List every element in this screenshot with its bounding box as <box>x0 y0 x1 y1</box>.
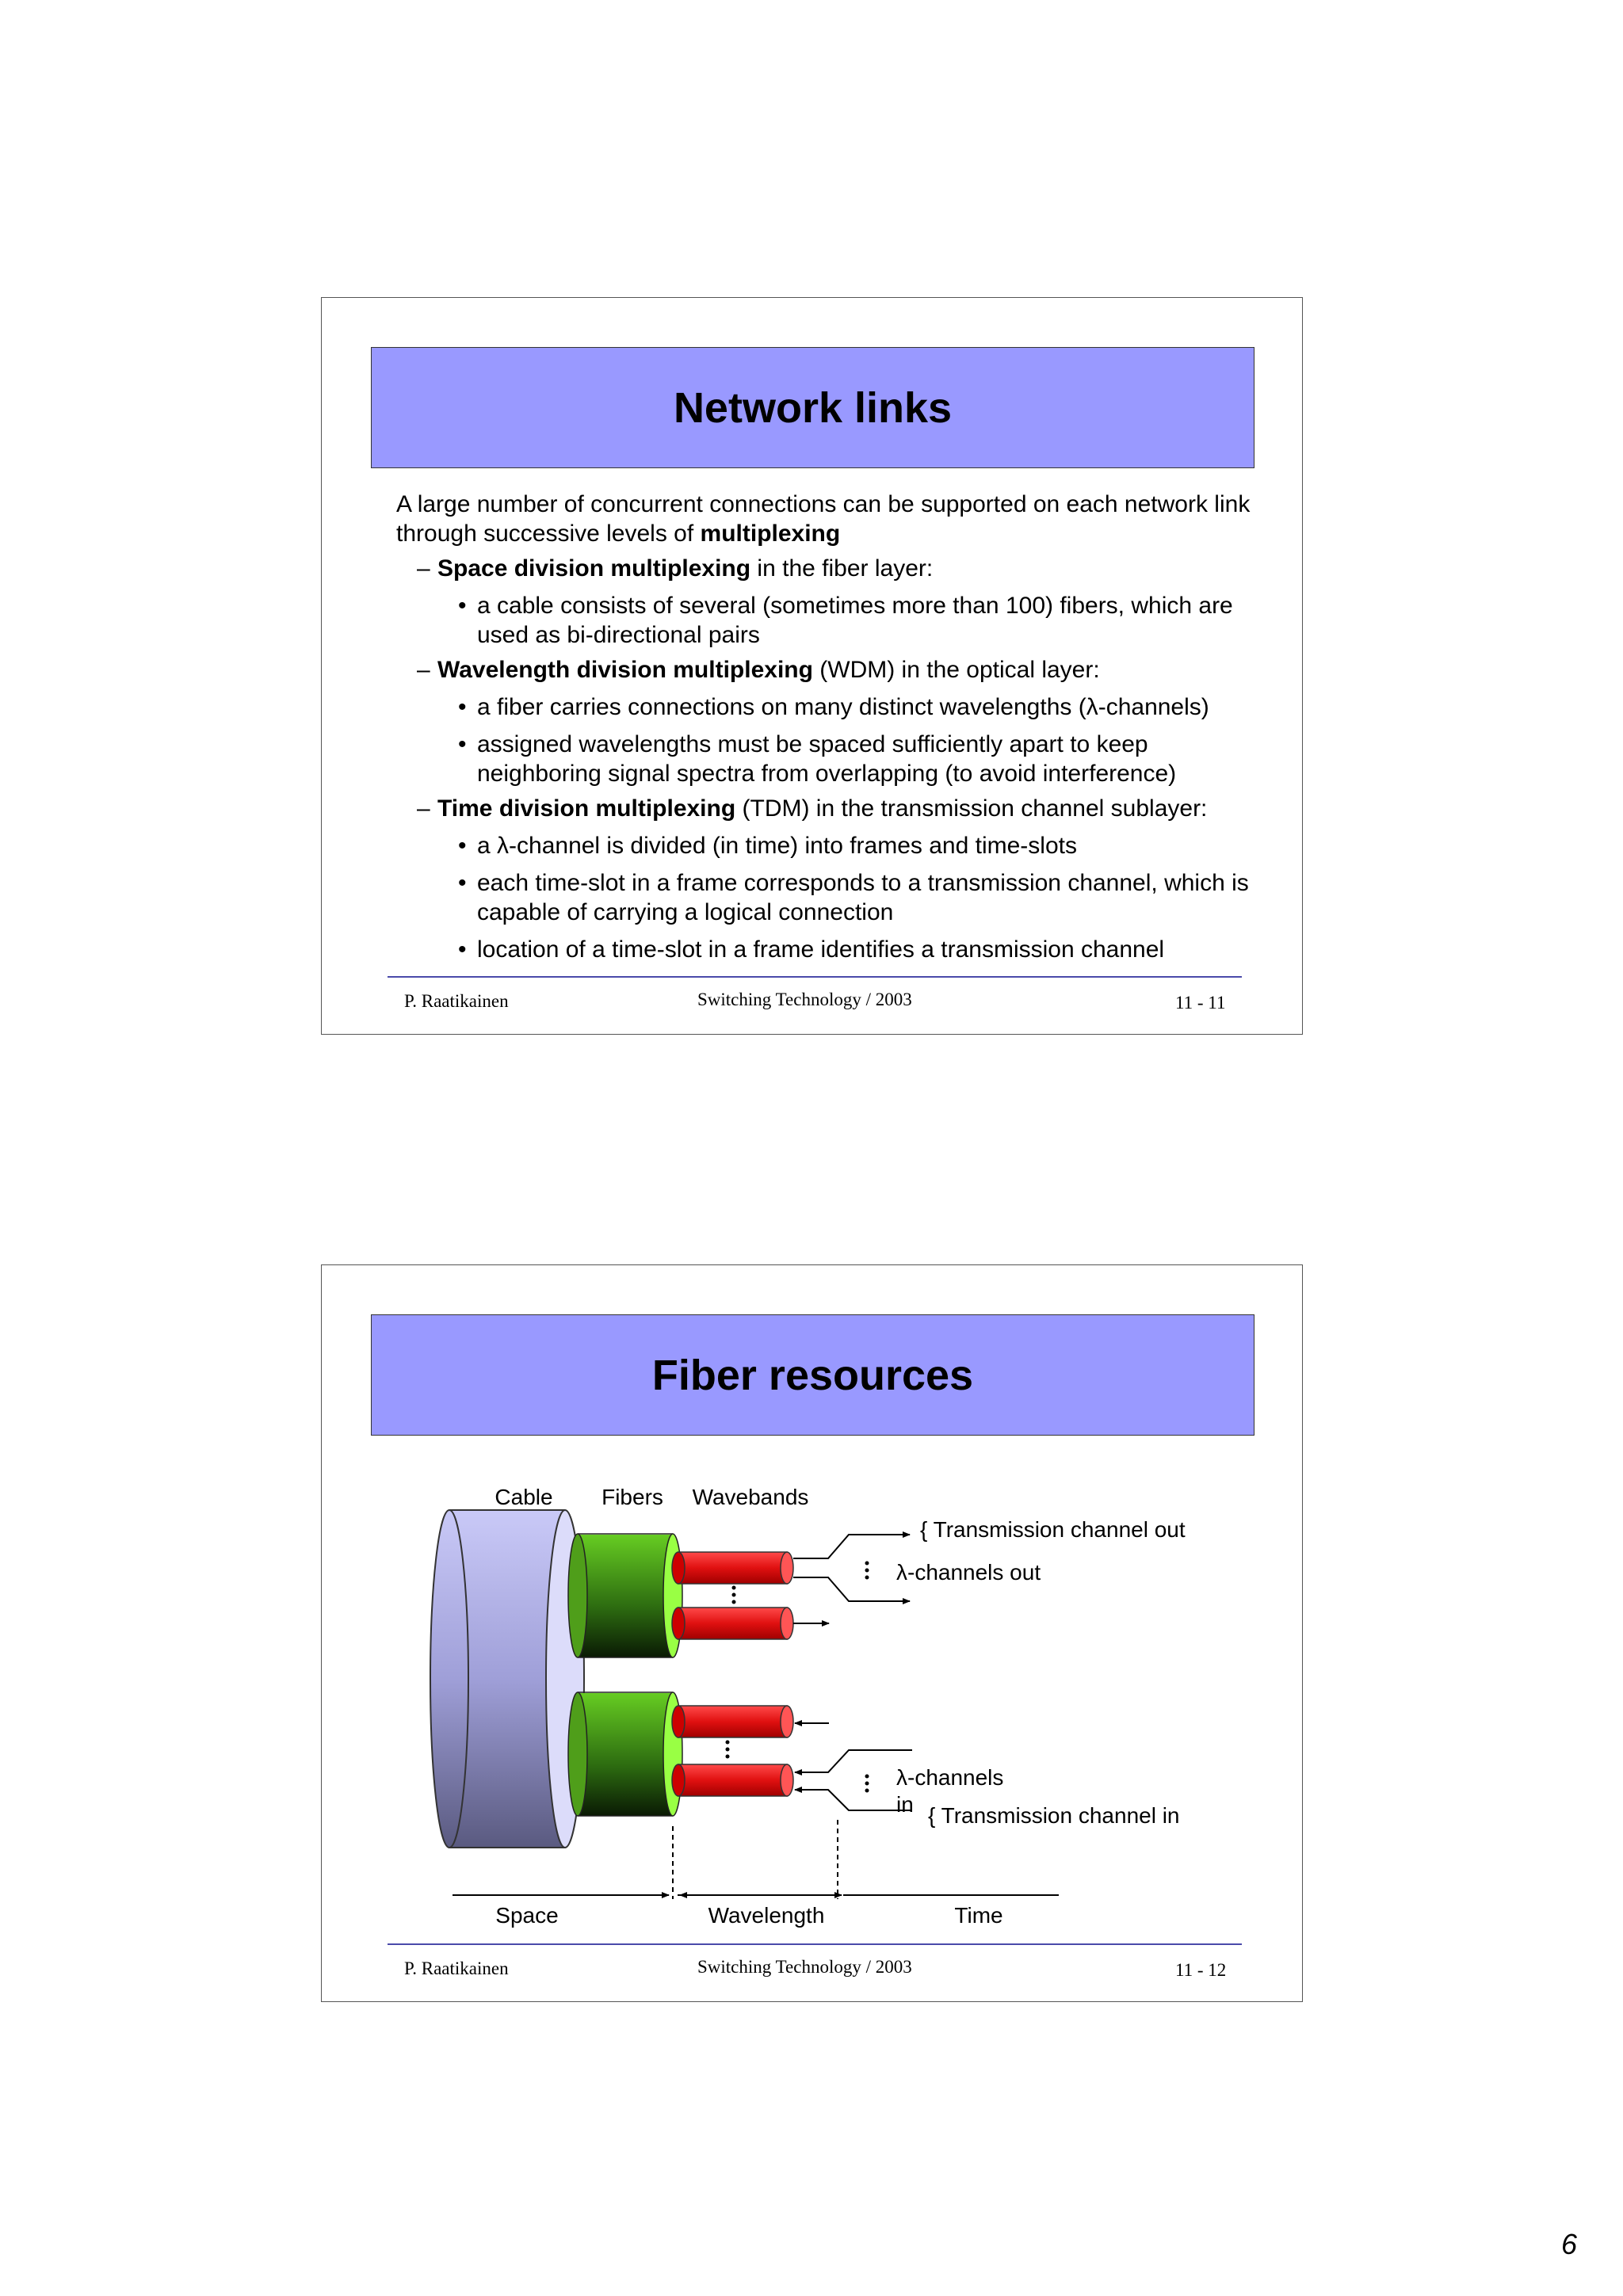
fiber-upper <box>568 1534 682 1657</box>
label-transmission-channel-in: { Transmission channel in <box>928 1803 1180 1828</box>
slide-fiber-resources <box>321 1264 1303 2002</box>
subbullet: • a λ-channel is divided (in time) into frames and time-slots <box>458 833 1077 859</box>
footer-rule <box>388 1943 1242 1945</box>
bullet-sdm: – Space division multiplexing in the fiber layer: <box>417 555 934 582</box>
intro-bold-text: multiplexing <box>700 521 841 547</box>
output-arrows <box>793 1535 910 1623</box>
label-lambda-channels-out: λ-channels out <box>896 1560 1041 1585</box>
subbullet: • each time-slot in a frame corresponds to a transmission channel, which is capable of carrying a logical connection <box>458 870 1249 925</box>
bullet-tdm: – Time division multiplexing (TDM) in the transmission channel sublayer: <box>417 795 1208 822</box>
slide-title: Network links <box>673 383 953 432</box>
waveband-tube <box>672 1706 793 1737</box>
waveband-tube <box>672 1764 793 1796</box>
footer-rule <box>388 976 1242 978</box>
label-lambda-channels-in: λ-channels <box>896 1765 1004 1790</box>
slide-title: Fiber resources <box>651 1351 974 1399</box>
cable-cylinder <box>430 1510 584 1848</box>
slide-network-links <box>321 297 1303 1035</box>
bullet-bold: Space division multiplexing <box>437 555 751 582</box>
fiber-lower <box>568 1692 682 1816</box>
subbullet-text: a cable consists of several (sometimes more than 100) fibers, which are used as bi-directional pairs <box>477 593 1233 648</box>
waveband-tube <box>672 1552 793 1584</box>
subbullet: • a fiber carries connections on many distinct wavelengths (λ-channels) <box>458 694 1209 720</box>
boundary-dashes <box>673 1820 838 1899</box>
slide-body <box>396 490 1276 964</box>
intro-paragraph <box>396 490 1276 548</box>
label-fibers: Fibers <box>601 1485 663 1509</box>
bullet-bold: Time division multiplexing <box>437 795 736 822</box>
subbullet-text: a fiber carries connections on many distinct wavelengths (λ-channels) <box>477 694 1209 720</box>
subbullet: • location of a time-slot in a frame identifies a transmission channel <box>458 936 1165 963</box>
footer-slide-number: 11 - 12 <box>1175 1960 1227 1980</box>
label-wavelength: Wavelength <box>708 1903 825 1928</box>
vertical-ellipsis <box>726 1562 869 1793</box>
bullet-rest: in the fiber layer: <box>750 555 934 582</box>
fiber-resources-diagram <box>322 1265 1304 2003</box>
footer-slide-number: 11 - 11 <box>1175 993 1226 1013</box>
label-cable: Cable <box>495 1485 553 1509</box>
footer-course: Switching Technology / 2003 <box>697 990 912 1009</box>
bullet-wdm: – Wavelength division multiplexing (WDM) in the optical layer: <box>417 657 1100 683</box>
bullet-rest: (TDM) in the transmission channel sublayer: <box>735 795 1208 822</box>
waveband-tube <box>672 1608 793 1639</box>
footer-author: P. Raatikainen <box>404 1958 509 1978</box>
footer-author: P. Raatikainen <box>404 991 509 1011</box>
bullet-bold: Wavelength division multiplexing <box>437 657 813 683</box>
subbullet-text: assigned wavelengths must be spaced sufficiently apart to keep neighboring signal spectra from overlapping (to avoid interference) <box>477 731 1177 787</box>
slide-title-box <box>371 347 1254 468</box>
subbullet: • a cable consists of several (sometimes more than 100) fibers, which are used as bi-directional pairs <box>458 593 1233 648</box>
subbullet-text: each time-slot in a frame corresponds to a transmission channel, which is capable of carrying a logical connection <box>477 870 1249 925</box>
input-arrows <box>795 1723 912 1810</box>
subbullet-text: a λ-channel is divided (in time) into frames and time-slots <box>477 833 1077 859</box>
subbullet: • assigned wavelengths must be spaced sufficiently apart to keep neighboring signal spectra from overlapping (to avoid interference) <box>458 731 1177 787</box>
bullet-rest: (WDM) in the optical layer: <box>812 657 1100 683</box>
label-time: Time <box>954 1903 1003 1928</box>
page-number: 6 <box>1561 2228 1578 2260</box>
subbullet-text: location of a time-slot in a frame identifies a transmission channel <box>477 936 1165 963</box>
label-space: Space <box>495 1903 559 1928</box>
intro-text: A large number of concurrent connections can be supported on each network link through successive levels of <box>396 491 1251 547</box>
label-wavebands: Wavebands <box>692 1485 809 1509</box>
label-lambda-in-suffix: in <box>896 1792 914 1817</box>
label-transmission-channel-out: { Transmission channel out <box>920 1517 1186 1542</box>
footer-course: Switching Technology / 2003 <box>697 1957 912 1977</box>
